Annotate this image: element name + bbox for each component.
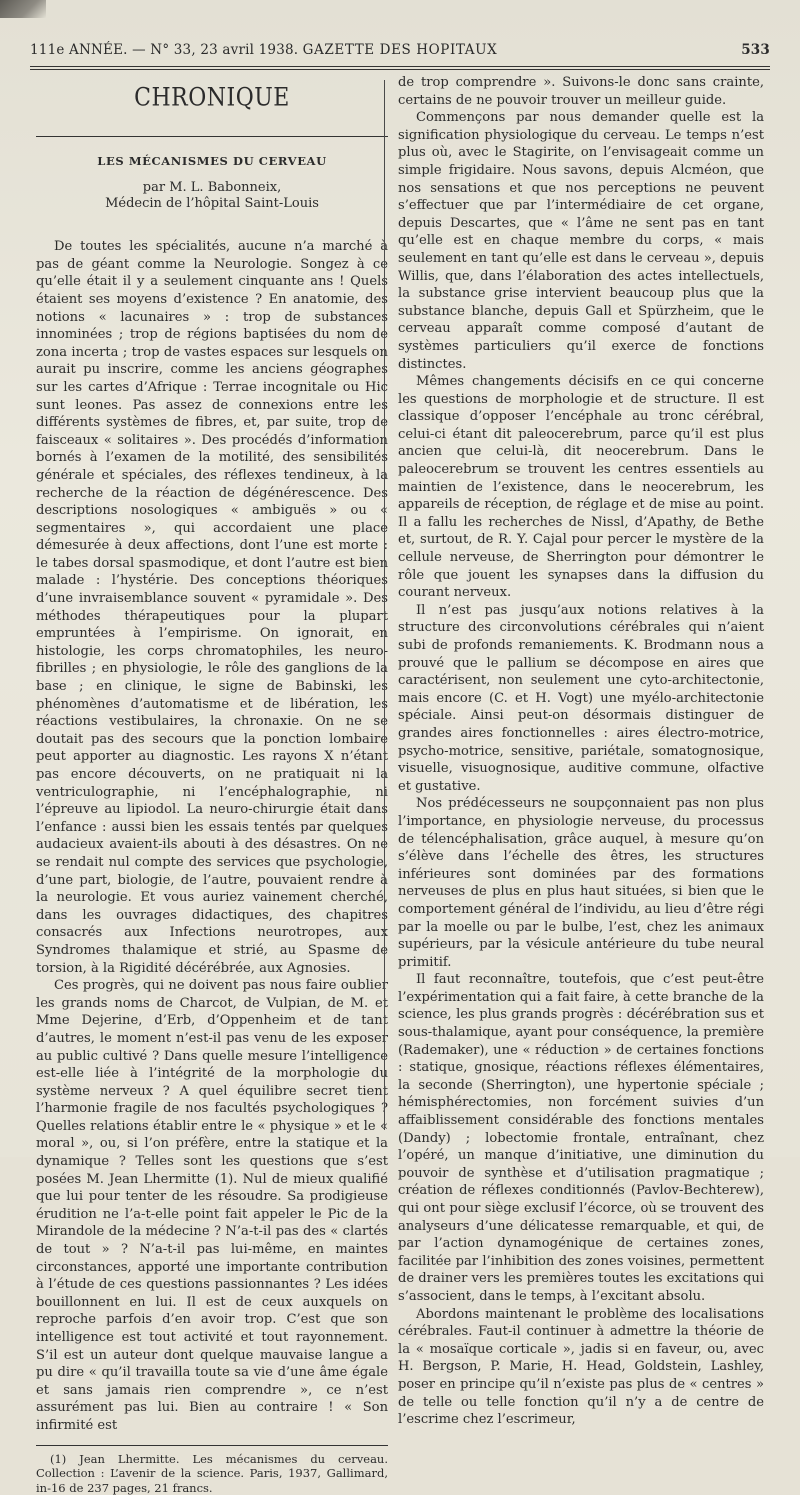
footnote-rule — [36, 1445, 388, 1446]
article-affiliation: Médecin de l’hôpital Saint-Louis — [105, 196, 319, 212]
paragraph: Mêmes changements décisifs en ce qui concerne les questions de morphologie et de structure. Il est classique d’opposer l’encéphale au tronc cérébral, celui-ci étant dit paleocerebrum, parce qu’il est plus ancien que celui-là, dit neocerebrum. Dans le paleocerebrum se trouvent les centres essentiels au maintien de l’existence, dans le neocerebrum, les appareils de réception, de réglage et de mise au point. Il a fallu les recherches de Nissl, d’Apathy, de Bethe et, surtout, de R. Y. Cajal pour percer le mystère de la cellule nerveuse, de Sherrington pour démontrer le rôle que jouent les synapses dans la diffusion du courant nerveux. — [398, 374, 764, 601]
journal-title: GAZETTE DES HOPITAUX — [302, 42, 498, 58]
header-rule — [30, 66, 770, 70]
footnote-text: (1) Jean Lhermitte. Les mécanismes du cerveau. Collection : L’avenir de la science. Paris, 1937, Gallimard, in-16 de 237 pages, 21 francs. — [36, 1451, 388, 1495]
section-title: CHRONIQUE — [134, 83, 290, 113]
issue-info: 111e ANNÉE. — N° 33, 23 avril 1938. — [30, 42, 299, 58]
page-number: 533 — [741, 42, 770, 58]
paragraph: de trop comprendre ». Suivons-le donc sans crainte, certains de ne pouvoir trouver un meilleur guide. — [398, 75, 764, 108]
right-column — [398, 74, 764, 1429]
running-header — [30, 40, 770, 64]
paragraph: Il n’est pas jusqu’aux notions relatives à la structure des circonvolutions cérébrales qui n’aient subi de profonds remaniements. K. Brodmann nous a prouvé que le pallium se décompose en aires que caractérisent, non seulement une cyto-architectonie, mais encore (C. et H. Vogt) une myélo-architectonie spéciale. Ainsi peut-on désormais distinguer de grandes aires fonctionnelles : aires électro-motrice, psycho-motrice, sensitive, pariétale, somatognosique, visuelle, visuognosique, auditive commune, olfactive et gustative. — [398, 602, 764, 794]
column-divider — [384, 80, 385, 1130]
left-column — [36, 80, 388, 1495]
paragraph: Il faut reconnaître, toutefois, que c’est peut-être l’expérimentation qui a fait faire, à cette branche de la science, les plus grands progrès : décérébration sus et sous-thalamique, ayant pour conséquence, la première (Rademaker), une « réduction » de certaines fonctions : statique, gnosique, réactions réflexes élémentaires, la seconde (Sherrington), une hypertonie spéciale ; hémisphérectomies, non forcément suivies d’un affaiblissement considérable des fonctions mentales (Dandy) ; lobectomie frontale, entraînant, chez l’opéré, un manque d’initiative, une diminution du pouvoir de synthèse et d’utilisation pragmatique ; création de réflexes conditionnés (Pavlov-Bechterew), qui ont pour siège exclusif l’écorce, où se trouvent des analyseurs d’une délicatesse remarquable, et qui, de par l’action dynamogénique de certaines zones, facilitée par l’inhibition des zones voisines, permettent de drainer vers les premières toutes les excitations qui s’associent, dans le temps, à l’excitant absolu. — [398, 972, 764, 1304]
paragraph: Nos prédécesseurs ne soupçonnaient pas non plus l’importance, en physiologie nerveuse, du processus de télencéphalisation, grâce auquel, à mesure qu’on s’élève dans l’échelle des êtres, les structures inférieures sont dominées par des formations nerveuses de plus en plus haut situées, si bien que le comportement général de l’individu, au lieu d’être régi par la moelle ou par le bulbe, l’est, chez les animaux supérieurs, par la vésicule antérieure du tube neural primitif. — [398, 796, 764, 970]
torn-corner — [0, 0, 46, 18]
article-author: par M. L. Babonneix, — [142, 180, 282, 196]
article-title: LES MÉCANISMES DU CERVEAU — [97, 153, 327, 168]
paragraph: Commençons par nous demander quelle est la signification physiologique du cerveau. Le temps n’est plus où, avec le Stagirite, on l’envisageait comme un simple frigidaire. Nous savons, depuis Alcméon, que nos sensations et que nos perceptions ne peuvent s’effectuer que par l’intermédiaire de cet organe, depuis Descartes, que « l’âme ne sent pas en tant qu’elle est en chaque membre du corps, « mais seulement en tant qu’elle est dans le cerveau », depuis Willis, que, dans l’élaboration des actes intellectuels, la substance grise intervient beaucoup plus que la substance blanche, depuis Gall et Spürzheim, que le cerveau apparaît comme composé d’autant de systèmes particuliers qu’il exerce de fonctions distinctes. — [398, 110, 764, 372]
footnote — [36, 1452, 388, 1495]
paragraph: De toutes les spécialités, aucune n’a marché à pas de géant comme la Neurologie. Songez à ce qu’elle était il y a seulement cinquante ans ! Quels étaient ses moyens d’existence ? En anatomie, des notions « lacunaires » : trop de substances innominées ; trop de régions baptisées du nom de zona incerta ; trop de vastes espaces sur lesquels on aurait pu inscrire, comme les anciens géographes sur les cartes d’Afrique : Terrae incognitale ou Hic sunt leones. Pas assez de connexions entre les différents systèmes de fibres, et, par suite, trop de faisceaux « solitaires ». Des procédés d’information bornés à l’examen de la motilité, des sensibilités générale et spéciales, des réflexes tendineux, à la recherche de la réaction de dégénérescence. Des descriptions nosologiques « ambiguës » ou « segmentaires », qui accordaient une place démesurée à deux affections, dont l’une est morte : le tabes dorsal spasmodique, et dont l’autre est bien malade : l’hystérie. Des conceptions théoriques d’une invraisemblance souvent « pyramidale ». Des méthodes thérapeutiques pour la plupart empruntées à l’empirisme. On ignorait, en histologie, les corps chromatophiles, les neuro-fibrilles ; en physiologie, le rôle des ganglions de la base ; en clinique, le signe de Babinski, les phénomènes d’automatisme et de libération, les réactions vestibulaires, la chronaxie. On ne se doutait pas des secours que la ponction lombaire peut apporter au diagnostic. Les rayons X n’étant pas encore découverts, on ne pratiquait ni la ventriculographie, ni l’encéphalographie, ni l’épreuve au lipiodol. La neuro-chirurgie était dans l’enfance : aussi bien les essais tentés par quelques audacieux avaient-ils abouti à des désastres. On ne se rendait nul compte des services que psychologie, d’une part, biologie, de l’autre, pouvaient rendre à la neurologie. Et vous auriez vainement cherché, dans les ouvrages didactiques, des chapitres consacrés aux Infections neurotropes, aux Syndromes thalamique et strié, au Spasme de torsion, à la Rigidité décérébrée, aux Agnosies. — [36, 239, 388, 976]
paragraph: Ces progrès, qui ne doivent pas nous faire oublier les grands noms de Charcot, de Vulpian, de M. et Mme Dejerine, d’Erb, d’Oppenheim et de tant d’autres, le moment n’est-il pas venu de les exposer au public cultivé ? Dans quelle mesure l’intelligence est-elle liée à l’intégrité de la morphologie du système nerveux ? A quel équilibre secret tient l’harmonie fragile de nos facultés psychologiques ? Quelles relations établir entre le « physique » et le « moral », ou, si l’on préfère, entre la statique et la dynamique ? Telles sont les questions que s’est posées M. Jean Lhermitte (1). Nul de mieux qualifié que lui pour tenter de les résoudre. Sa prodigieuse érudition ne l’a-t-elle point fait appeler le Pic de la Mirandole de la médecine ? N’a-t-il pas des « clartés de tout » ? N’a-t-il pas lui-même, en maintes circonstances, apporté une importante contribution à l’étude de ces questions passionnantes ? Les idées bouillonnent en lui. Il est de ceux auxquels on reproche parfois d’en avoir trop. C’est que son intelligence est tout activité et tout rayonnement. S’il est un auteur dont quelque mauvaise langue a pu dire « qu’il travailla toute sa vie d’une âme égale et sans jamais rien comprendre », ce n’est assurément pas lui. Bien au contraire ! « Son infirmité est — [36, 978, 388, 1433]
paragraph: Abordons maintenant le problème des localisations cérébrales. Faut-il continuer à admettre la théorie de la « mosaïque corticale », jadis si en faveur, ou, avec H. Bergson, P. Marie, H. Head, Goldstein, Lashley, poser en principe qu’il n’existe pas plus de « centres » de telle ou telle fonction qu’il n’y a de centre de l’escrime chez l’escrimeur, — [398, 1306, 764, 1428]
section-rule — [36, 136, 388, 137]
